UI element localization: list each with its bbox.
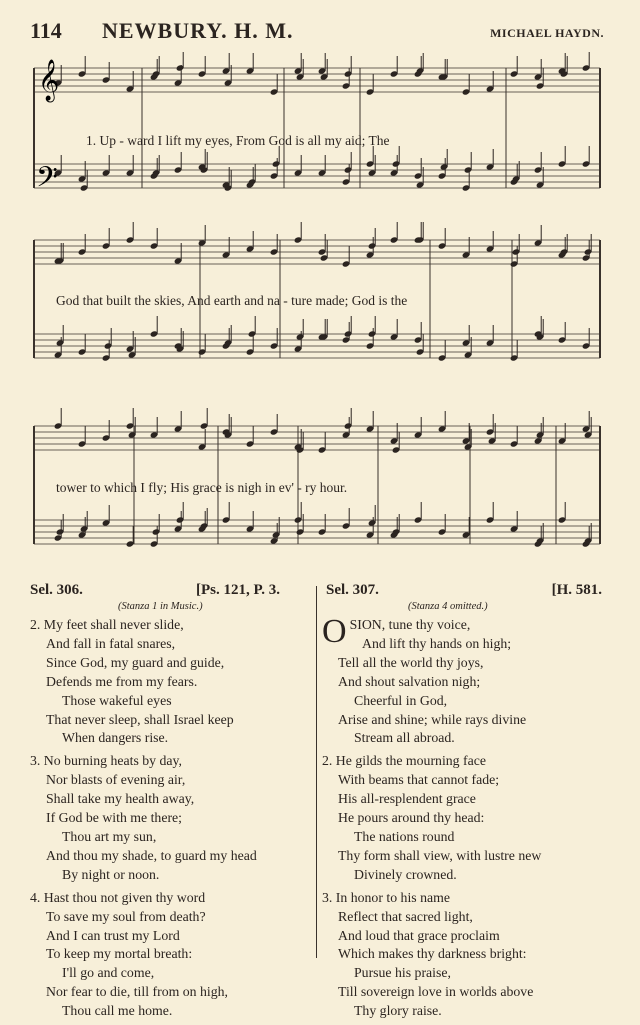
left_hymn-verse-line: To save my soul from death? (46, 908, 206, 924)
right_hymn-verse-line: Arise and shine; while rays divine (338, 711, 527, 727)
page-header (30, 18, 604, 46)
right_hymn-verse-line: Till sovereign love in worlds above (338, 984, 534, 1000)
right-stanza-note: (Stanza 4 omitted.) (408, 601, 488, 612)
left-hymn-text (30, 616, 310, 1025)
right_hymn-verse-line: Thy glory raise. (354, 1003, 442, 1019)
left_hymn-stanza (30, 752, 310, 884)
right-selection-reference: [H. 581. (551, 582, 602, 598)
right_hymn-stanza (322, 889, 602, 1021)
right_hymn-verse-line: 2. He gilds the mourning face (322, 753, 486, 769)
left_hymn-verse-line: Nor fear to die, till from on high, (46, 984, 229, 1000)
right_hymn-first-line: SION, tune thy voice, (349, 617, 471, 632)
right_hymn-verse-line: Thy form shall view, with lustre new (338, 847, 542, 863)
music-score (30, 52, 605, 580)
left_hymn-verse-line: If God be with me there; (46, 810, 183, 826)
left_hymn-verse-line: Since God, my guard and guide, (46, 654, 225, 670)
left_hymn-verse-line: 2. My feet shall never slide, (30, 617, 184, 632)
left_hymn-verse-line: Defends me from my fears. (46, 673, 198, 689)
left_hymn-verse-line: 3. No burning heats by day, (30, 753, 182, 769)
right-hymn-text (322, 613, 602, 1025)
right-selection-number: Sel. 307. (326, 582, 379, 598)
right_hymn-verse-line: And lift thy hands on high; (362, 635, 512, 651)
right_hymn-verse-line: Pursue his praise, (354, 965, 451, 981)
right_hymn-verse-line: With beams that cannot fade; (338, 772, 500, 788)
composer-name: MICHAEL HAYDN. (490, 26, 604, 40)
page-number: 114 (30, 18, 62, 43)
left-selection-reference: [Ps. 121, P. 3. (196, 582, 281, 598)
left_hymn-verse-line: 4. Hast thou not given thy word (30, 889, 206, 905)
lyric-line-3: tower to which I fly; His grace is nigh in ev' - ry hour. (56, 480, 348, 495)
column-divider (316, 586, 317, 958)
left_hymn-verse-line: Thou call me home. (62, 1003, 173, 1019)
left_hymn-verse-line: Thou art my sun, (62, 828, 157, 844)
right_hymn-stanza (322, 752, 602, 884)
right_hymn-verse-line: His all-resplendent grace (338, 791, 476, 807)
right_hymn-verse-line: Reflect that sacred light, (338, 908, 473, 924)
right_hymn-verse-line: Divinely crowned. (354, 866, 457, 882)
left_hymn-verse-line: By night or noon. (62, 866, 160, 882)
right_hymn-verse-line: Stream all abroad. (354, 730, 455, 746)
left_hymn-verse-line: And I can trust my Lord (46, 927, 180, 943)
right_hymn-verse-line: And shout salvation nigh; (338, 673, 481, 689)
right_hymn-verse-line: The nations round (354, 828, 455, 844)
drop-cap: O (322, 613, 347, 650)
right_hymn-verse-line: Tell all the world thy joys, (338, 654, 484, 670)
right_hymn-verse-line: 3. In honor to his name (322, 889, 450, 905)
bass-clef-icon: 𝄢 (36, 163, 58, 200)
left_hymn-verse-line: To keep my mortal breath: (46, 946, 193, 962)
left_hymn-verse-line: Nor blasts of evening air, (46, 772, 186, 788)
left-stanza-note: (Stanza 1 in Music.) (118, 601, 203, 612)
tune-title: NEWBURY. H. M. (102, 18, 294, 43)
lyric-line-1: 1. Up - ward I lift my eyes, From God is all my aid; The (86, 133, 390, 148)
right_hymn-stanza (322, 613, 602, 748)
left_hymn-verse-line: I'll go and come, (62, 965, 155, 981)
lyric-line-2: God that built the skies, And earth and na - ture made; God is the (56, 293, 408, 308)
left_hymn-verse-line: When dangers rise. (62, 730, 169, 746)
right_hymn-verse-line: Cheerful in God, (354, 692, 448, 708)
left_hymn-verse-line: Those wakeful eyes (62, 692, 172, 708)
right_hymn-verse-line: Which makes thy darkness bright: (338, 946, 527, 962)
treble-clef-icon: 𝄞 (38, 60, 60, 100)
left_hymn-verse-line: And fall in fatal snares, (46, 635, 176, 651)
left-selection-number: Sel. 306. (30, 582, 83, 598)
left_hymn-stanza (30, 616, 310, 748)
left_hymn-verse-line: Shall take my health away, (46, 791, 195, 807)
left_hymn-stanza (30, 889, 310, 1021)
left_hymn-verse-line: That never sleep, shall Israel keep (46, 711, 234, 727)
left_hymn-verse-line: And thou my shade, to guard my head (46, 847, 257, 863)
right_hymn-verse-line: He pours around thy head: (338, 810, 485, 826)
right_hymn-verse-line: And loud that grace proclaim (338, 927, 500, 943)
